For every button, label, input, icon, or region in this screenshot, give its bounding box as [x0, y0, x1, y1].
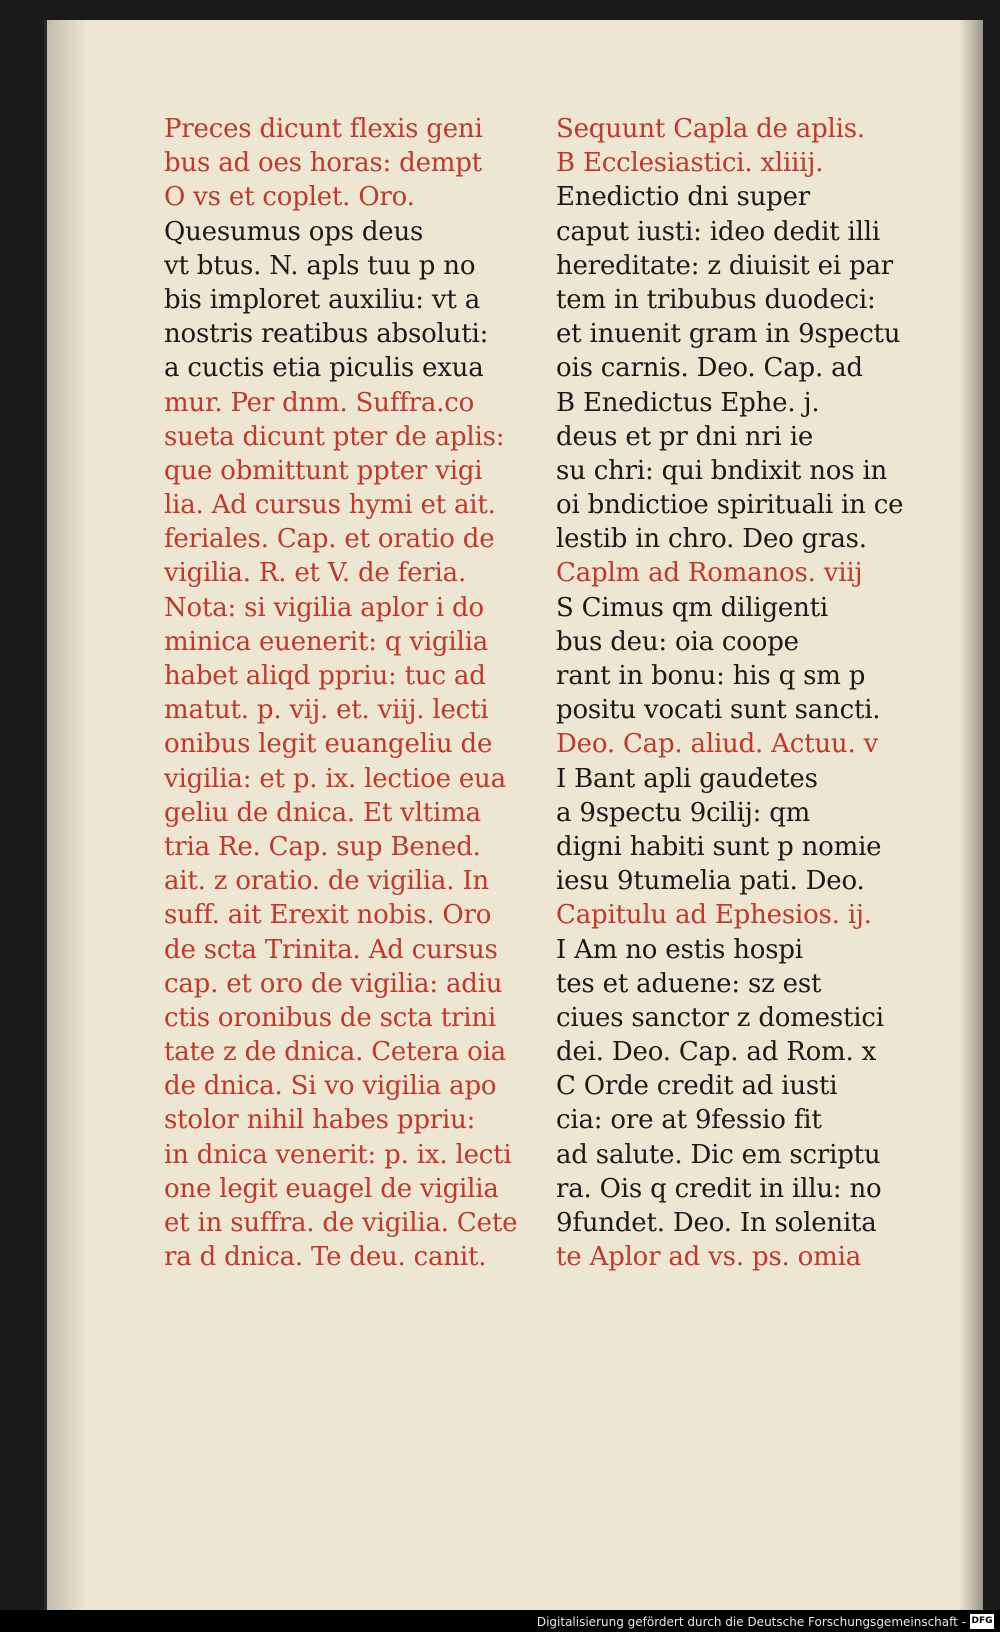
left-text-column [164, 112, 564, 1274]
text-line: ois carnis. Deo. Cap. ad [556, 353, 863, 384]
text-line: te Aplor ad vs. ps. omia [556, 1242, 861, 1273]
text-line: et inuenit gram in 9spectu [556, 319, 901, 350]
page-edge-shadow [959, 20, 983, 1612]
text-line: ciues sanctor z domestici [556, 1002, 884, 1033]
text-line: tate z de dnica. Cetera oia [164, 1037, 506, 1068]
page-gutter-shadow [47, 20, 87, 1612]
text-line: Quesumus ops deus [164, 216, 424, 247]
text-line: minica euenerit: q vigilia [164, 626, 489, 657]
text-line: ad salute. Dic em scriptu [556, 1139, 881, 1170]
text-line: vigilia: et p. ix. lectioe eua [164, 763, 506, 794]
text-line: bus ad oes horas: dempt [164, 148, 482, 179]
text-line: ra d dnica. Te deu. canit. [164, 1242, 487, 1273]
text-line: Sequunt Capla de aplis. [556, 114, 865, 144]
footer-bar [0, 1610, 1000, 1632]
text-line: Preces dicunt flexis geni [164, 114, 483, 144]
dfg-logo: DFG [970, 1614, 994, 1629]
text-line: 9fundet. Deo. In solenita [556, 1208, 877, 1238]
text-line: suff. ait Erexit nobis. Oro [164, 900, 492, 931]
text-line: mur. Per dnm. Suffra.co [164, 387, 475, 418]
text-line: bus deu: oia coope [556, 626, 799, 657]
text-line: I Am no estis hospi [556, 934, 803, 965]
text-line: oi bndictioe spirituali in ce [556, 490, 904, 521]
text-line: matut. p. vij. et. viij. lecti [164, 695, 489, 726]
text-line: et in suffra. de vigilia. Cete [164, 1208, 518, 1238]
text-line: dei. Deo. Cap. ad Rom. x [556, 1037, 877, 1068]
text-line: Deo. Cap. aliud. Actuu. v [556, 729, 879, 760]
text-line: bis imploret auxiliu: vt a [164, 284, 481, 315]
text-line: lia. Ad cursus hymi et ait. [164, 490, 496, 521]
text-line: I Bant apli gaudetes [556, 763, 818, 794]
text-line: cia: ore at 9fessio fit [556, 1105, 822, 1136]
text-line: B Ecclesiastici. xliiij. [556, 148, 824, 179]
text-line: a 9spectu 9cilij: qm [556, 797, 811, 828]
text-line: in dnica venerit: p. ix. lecti [164, 1139, 512, 1170]
text-line: tem in tribubus duodeci: [556, 284, 876, 315]
text-line: iesu 9tumelia pati. Deo. [556, 866, 865, 897]
text-line: cap. et oro de vigilia: adiu [164, 968, 503, 999]
text-line: one legit euagel de vigilia [164, 1173, 499, 1204]
text-line: tria Re. Cap. sup Bened. [164, 831, 481, 862]
text-line: vigilia. R. et V. de feria. [164, 558, 467, 589]
text-line: ctis oronibus de scta trini [164, 1002, 496, 1033]
text-line: Enedictio dni super [556, 182, 811, 213]
text-line: C Orde credit ad iusti [556, 1071, 838, 1102]
text-line: de scta Trinita. Ad cursus [164, 934, 498, 965]
text-line: nostris reatibus absoluti: [164, 319, 489, 350]
text-line: positu vocati sunt sancti. [556, 695, 881, 726]
text-line: caput iusti: ideo dedit illi [556, 216, 880, 247]
text-line: habet aliqd ppriu: tuc ad [164, 661, 486, 691]
text-line: su chri: qui bndixit nos in [556, 455, 888, 486]
text-line: vt btus. N. apls tuu p no [164, 250, 476, 281]
text-line: ra. Ois q credit in illu: no [556, 1173, 882, 1204]
text-line: sueta dicunt pter de aplis: [164, 421, 505, 452]
text-line: deus et pr dni nri ie [556, 421, 814, 452]
text-line: que obmittunt ppter vigi [164, 455, 483, 486]
text-line: a cuctis etia piculis exua [164, 353, 484, 384]
footer-credit-text: Digitalisierung gefördert durch die Deutsche Forschungsgemeinschaft - [536, 1615, 966, 1629]
text-line: de dnica. Si vo vigilia apo [164, 1071, 497, 1102]
text-line: lestib in chro. Deo gras. [556, 524, 867, 555]
text-line: stolor nihil habes ppriu: [164, 1105, 476, 1136]
text-line: O vs et coplet. Oro. [164, 182, 415, 213]
text-line: S Cimus qm diligenti [556, 592, 828, 623]
text-line: Caplm ad Romanos. viij [556, 558, 863, 589]
text-line: Capitulu ad Ephesios. ij. [556, 900, 872, 931]
text-line: tes et aduene: sz est [556, 968, 822, 999]
text-line: feriales. Cap. et oratio de [164, 524, 495, 555]
text-line: onibus legit euangeliu de [164, 729, 493, 760]
text-line: rant in bonu: his q sm p [556, 661, 866, 691]
right-text-column [556, 112, 936, 1274]
text-line: digni habiti sunt p nomie [556, 831, 882, 862]
text-line: Nota: si vigilia aplor i do [164, 592, 484, 623]
text-line: geliu de dnica. Et vltima [164, 797, 481, 828]
text-line: hereditate: z diuisit ei par [556, 250, 894, 281]
text-line: B Enedictus Ephe. j. [556, 387, 820, 418]
text-line: ait. z oratio. de vigilia. In [164, 866, 489, 897]
